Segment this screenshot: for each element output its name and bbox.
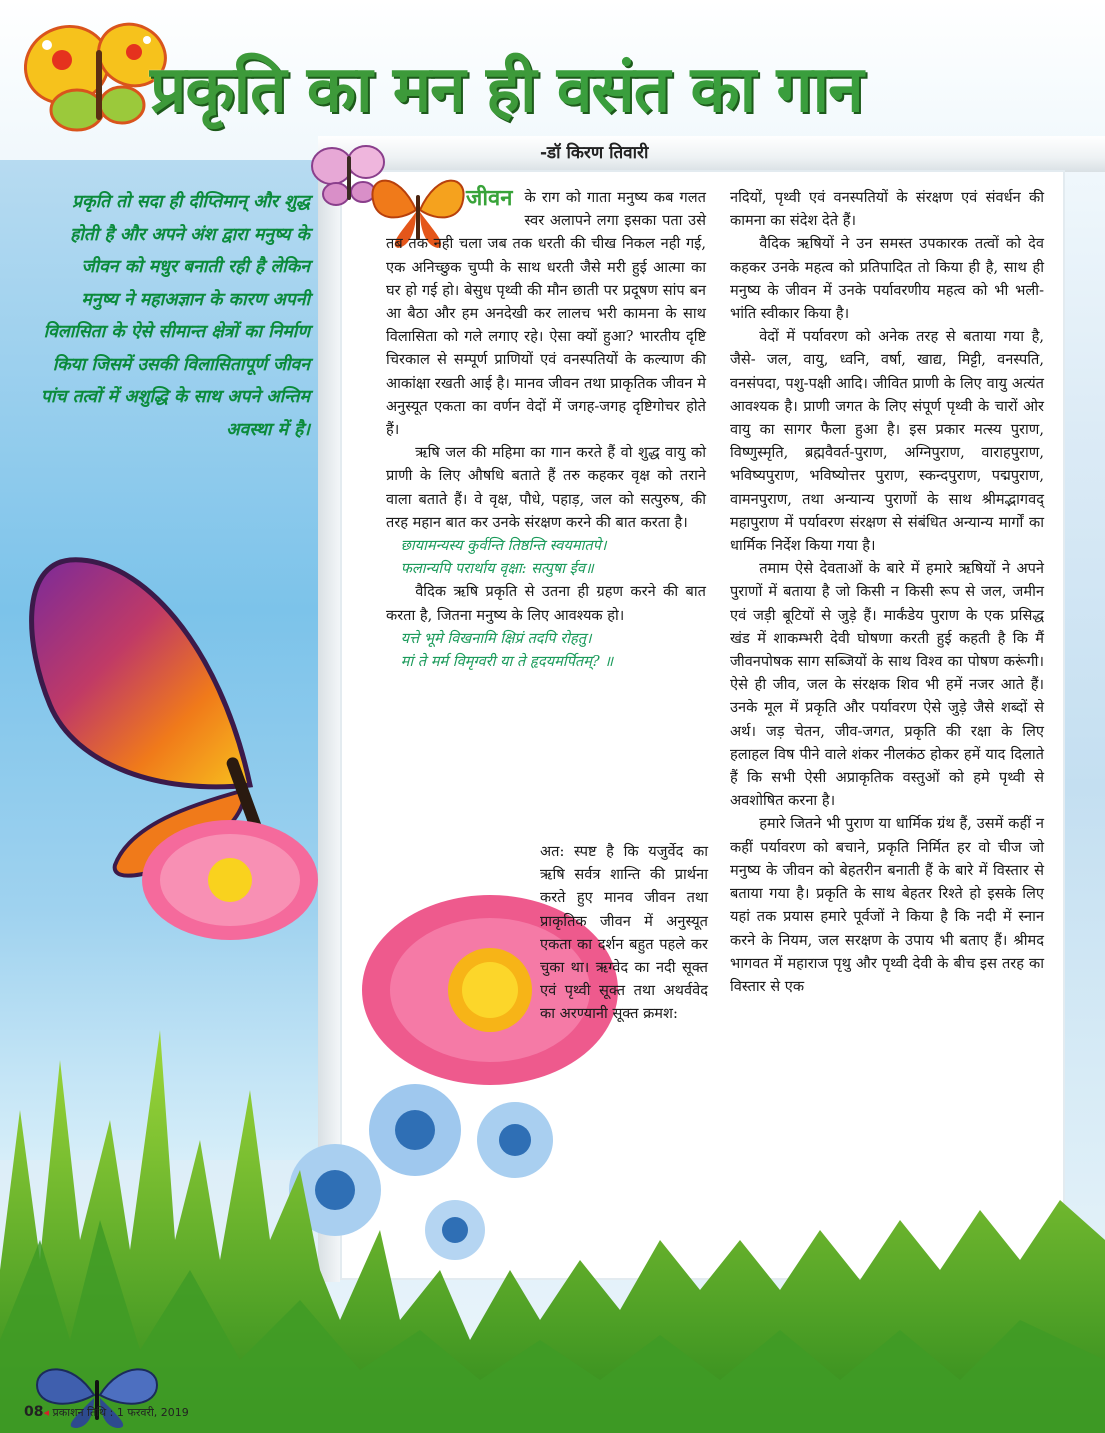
column1-paragraph-3: वैदिक ऋषि प्रकृति से उतना ही ग्रहण करने की बात करता है, जितना मनुष्य के लिए आवश्यक हो। bbox=[386, 583, 706, 624]
article-column-1 bbox=[386, 186, 706, 673]
column2-paragraph-2: वैदिक ऋषियों ने उन समस्त उपकारक तत्वों को देव कहकर उनके महत्व को प्रतिपादित तो किया ही है, साथ ही मनुष्य के जीवन में उनके पर्यावरणीय महत्व को भी भली-भांति स्वीकार किया है। bbox=[730, 235, 1044, 323]
page-number: 08 bbox=[24, 1404, 44, 1420]
article-column-2 bbox=[730, 186, 1044, 998]
column1-paragraph-1 bbox=[386, 186, 706, 441]
verse-2a: यत्ते भूमे विखनामि क्षिप्रं तदपि रोहतु। bbox=[400, 629, 592, 647]
column2-paragraph-4: तमाम ऐसे देवताओं के बारे में हमारे ऋषियों ने अपने पुराणों में बताया है जो किसी न किसी रूप से जल, जमीन एवं जड़ी बूटियों से जुड़े हैं। मार्कंडेय पुराण के एक प्रसिद्ध खंड में शाकम्भरी देवी घोषणा करती हुई कहती है कि मैं जीवनपोषक साग सब्जियों के साथ विश्व का पोषण करूंगी। ऐसे ही जीव, जल के संरक्षक शिव भी हमें नजर आते हैं। उनके मूल में प्रकृति और पर्यावरण ऐसे जुड़े जैसे शब्दों से अर्थ। जड़ चेतन, जीव-जगत, प्रकृति की रक्षा के लिए हलाहल विष पीने वाले शंकर नीलकंठ होकर हमें याद दिलाते हैं कि सभी ऐसी अप्राकृतिक वस्तुओं को हमे पृथ्वी से अवशोषित करना है। bbox=[730, 560, 1044, 810]
column2-paragraph-3: वेदों में पर्यावरण को अनेक तरह से बताया गया है, जैसे- जल, वायु, ध्वनि, वर्षा, खाद्य, मिट्टी, वनस्पति, वनसंपदा, पशु-पक्षी आदि। जीवित प्राणी के लिए वायु अत्यंत आवश्यक है। प्राणी जगत के लिए संपूर्ण पृथ्वी के चारों ओर वायु का सागर फैला हुआ है। इस प्रकार मत्स्य पुराण, विष्णुस्मृति, ब्रह्मवैवर्त-पुराण, अग्निपुराण, वाराहपुराण, भविष्यपुराण, भविष्योत्तर पुराण, स्कन्दपुराण, पद्मपुराण, वामनपुराण, तथा अन्यान्य पुराणों के साथ श्रीमद्भागवद् महापुराण में पर्यावरण संरक्षण से संबंधित अन्यान्य मार्गों का धार्मिक निर्देश किया गया है। bbox=[730, 328, 1044, 555]
verse-1a: छायामन्यस्य कुर्वन्ति तिष्ठन्ति स्वयमातपे। bbox=[400, 537, 607, 555]
grass-illustration bbox=[0, 940, 1105, 1433]
footer-arrow-icon: ◂ bbox=[43, 1406, 50, 1419]
page-footer bbox=[24, 1401, 284, 1423]
column2-paragraph-1: नदियों, पृथ्वी एवं वनस्पतियों के संरक्षण एवं संवर्धन की कामना का संदेश देते हैं। bbox=[730, 189, 1044, 230]
title-part-2: वसंत का गान bbox=[556, 53, 863, 127]
title-part-1: प्रकृति का मन ही bbox=[150, 53, 536, 127]
drop-word: जीवन bbox=[466, 186, 513, 211]
verse-1b: फलान्यपि परार्थाय वृक्षा: सत्पुषा ईव॥ bbox=[400, 560, 594, 578]
column2-paragraph-5: हमारे जितने भी पुराण या धार्मिक ग्रंथ हैं, उसमें कहीं न कहीं पर्यावरण को बचाने, प्रकृति निर्मित हर वो चीज जो मनुष्य के जीवन को बेहतरीन बनाती हैं के बारे में विस्तार से बताया गया है। प्रकृति के साथ बेहतर रिश्ते हो इसके लिए यहां तक प्रयास हमारे पूर्वजों ने किया है कि नदी में स्नान करने के नियम, जल सरक्षण के उपाय भी बताए हैं। श्रीमद भागवत में महाराज पृथु और पृथ्वी देवी के बीच इस तरह का विस्तार से एक bbox=[730, 815, 1044, 995]
page-title bbox=[150, 40, 1050, 140]
verse-2b: मां ते मर्म विमृग्वरी या ते हृदयमर्पितम्? ॥ bbox=[400, 653, 614, 671]
column1-p1-text: के राग को गाता मनुष्य कब गलत स्वर अलापने लगा इसका पता उसे तब तक नही चला जब तक धरती की चीख निकल नही गई, एक अनिच्छुक चुप्पी के साथ धरती जैसे मरी हुई आत्मा का घर हो गई हो। बेसुध पृथ्वी की मौन छाती पर प्रदूषण सांप बन आ बैठा और हम अनदेखी कर लालच भरी कामना के साथ विलासिता को गले लगाए रहे। ऐसा क्यों हुआ? भारतीय दृष्टि चिरकाल से सम्पूर्ण प्राणियों एवं वनस्पतियों के कल्याण की आकांक्षा रखती आई है। मानव जीवन तथा प्राकृतिक जीवन मे अनुस्यूत एकता का वर्णन वेदों में जगह-जगह दृष्टिगोचर होते हैं। bbox=[386, 189, 706, 439]
flower-pink-small-icon bbox=[140, 800, 320, 960]
column1-paragraph-2: ऋषि जल की महिमा का गान करते हैं वो शुद्ध वायु को प्राणी के लिए औषधि बताते हैं तरु कहकर वृक्ष को तराने वाला बताते हैं। वे वृक्ष, पौधे, पहाड़, जल को सत्पुरुष, की तरह महान बात कर उनके संरक्षण करने की बात करता है। bbox=[386, 444, 706, 531]
column1-paragraph-4: अत: स्पष्ट है कि यजुर्वेद का ऋषि सर्वत्र शान्ति की प्रार्थना करते हुए मानव जीवन तथा प्राकृतिक जीवन में अनुस्यूत एकता का दर्शन बहुत पहले कर चुका था। ऋग्वेद का नदी सूक्त एवं पृथ्वी सूक्त तथा अथर्ववेद का अरण्यानी सूक्त क्रमश: bbox=[540, 843, 708, 1023]
author-byline: -डॉ किरण तिवारी bbox=[540, 143, 649, 163]
pull-quote: प्रकृति तो सदा ही दीप्तिमान् और शुद्ध होती है और अपने अंश द्वारा मनुष्य के जीवन को मधुर बनाती रही है लेकिन मनुष्य ने महाअज्ञान के कारण अपनी विलासिता के ऐसे सीमान्त क्षेत्रों का निर्माण किया जिसमें उसकी विलासितापूर्ण जीवन पांच तत्वों में अशुद्धि के साथ अपने अन्तिम अवस्था में है। bbox=[40, 192, 310, 440]
publication-date: प्रकाशन तिथि : 1 फरवरी, 2019 bbox=[52, 1406, 189, 1419]
